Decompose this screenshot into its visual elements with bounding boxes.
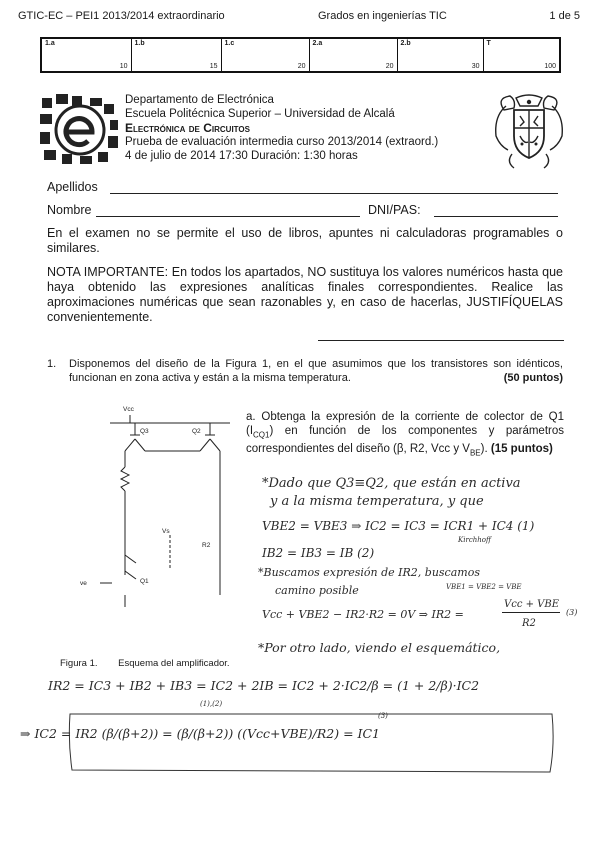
- label-vs: Vs: [162, 528, 170, 535]
- subject-name: Electrónica de Circuitos: [125, 121, 250, 135]
- handwritten-line: camino posible: [275, 584, 359, 597]
- course-code: GTIC-EC – PEI1 2013/2014 extraordinario: [18, 10, 225, 22]
- university-crest: [492, 92, 566, 170]
- separator-line: [318, 340, 564, 341]
- page-number: 1 de 5: [549, 10, 580, 22]
- handwritten-note: Kirchhoff: [458, 536, 491, 544]
- materials-note: En el examen no se permite el uso de libros, apuntes ni calculadoras programables o similares.: [47, 226, 563, 255]
- handwritten-tag: (1),(2): [200, 700, 223, 708]
- name-label: Nombre: [47, 203, 92, 217]
- handwritten-fraction-den: R2: [522, 618, 536, 629]
- score-cell: 2.a 20: [309, 38, 397, 72]
- figure-caption: [60, 658, 248, 669]
- degree-name: Grados en ingenierías TIC: [318, 10, 447, 22]
- exam-name: Prueba de evaluación intermedia curso 2013/2014 (extraord.): [125, 136, 439, 148]
- score-table: [40, 37, 561, 73]
- question-points: (50 puntos): [503, 372, 563, 384]
- amplifier-schematic: [70, 395, 250, 610]
- handwritten-tag: (3): [378, 712, 388, 720]
- handwritten-line: *Buscamos expresión de IR2, buscamos: [258, 566, 480, 579]
- institution-block: [125, 93, 438, 163]
- label-q3: Q3: [140, 428, 149, 435]
- score-cell: 1.b 15: [131, 38, 221, 72]
- id-field[interactable]: [434, 216, 558, 217]
- department-name: Departamento de Electrónica: [125, 94, 274, 106]
- handwritten-line: y a la misma temperatura, y que: [270, 494, 484, 509]
- label-r2: R2: [202, 542, 211, 549]
- handwritten-line: IB2 = IB3 = IB (2): [262, 546, 375, 560]
- handwritten-line: *Dado que Q3≡Q2, que están en activa: [262, 476, 521, 491]
- handwritten-line: VBE2 = VBE3 ⇒ IC2 = IC3 = ICR1 + IC4 (1): [262, 519, 535, 533]
- label-q2: Q2: [192, 428, 201, 435]
- surname-field[interactable]: [110, 193, 558, 194]
- label-ve: ve: [80, 580, 87, 587]
- score-cell: 2.b 30: [397, 38, 483, 72]
- exam-date-time: 4 de julio de 2014 17:30 Duración: 1:30 horas: [125, 150, 358, 162]
- figure-title: Esquema del amplificador.: [118, 658, 230, 669]
- id-label: DNI/PAS:: [368, 203, 421, 217]
- handwritten-tag: (3): [566, 608, 578, 617]
- question-text: Disponemos del diseño de la Figura 1, en el que asumimos que los transistores son idénticos, funcionan en zona activa y están a la misma temperatura.: [69, 358, 563, 384]
- handwritten-note: VBE1 = VBE2 = VBE: [446, 583, 522, 591]
- handwritten-result: ⇒ IC2 = IR2 (β/(β+2)) = (β/(β+2)) ((Vcc+VBE)/R2) = IC1: [20, 726, 380, 741]
- score-cell: 1.c 20: [221, 38, 309, 72]
- question-number: 1.: [47, 358, 57, 370]
- handwritten-line: IR2 = IC3 + IB2 + IB3 = IC2 + 2IB = IC2 + 2·IC2/β = (1 + 2/β)·IC2: [48, 678, 480, 693]
- label-vcc: Vcc: [123, 406, 134, 413]
- label-q1: Q1: [140, 578, 149, 585]
- page-header: [18, 10, 580, 26]
- handwritten-line: *Por otro lado, viendo el esquemático,: [258, 640, 501, 655]
- name-field[interactable]: [96, 216, 360, 217]
- handwritten-fraction-num: Vcc + VBE: [504, 599, 560, 610]
- surname-label: Apellidos: [47, 180, 98, 194]
- question-1a-points: (15 puntos): [490, 443, 553, 456]
- important-note: NOTA IMPORTANTE: En todos los apartados, NO sustituya los valores numéricos hasta que haya obtenido las expresiones analíticas finales correspondientes. Realice las aproximaciones numéricas que sean razonables y, en caso de hacerlas, JUSTIFÍQUELAS convenientemente.: [47, 265, 563, 324]
- score-cell-total: T 100: [483, 38, 560, 72]
- school-name: Escuela Politécnica Superior – Universidad de Alcalá: [125, 108, 395, 120]
- fraction-bar: [502, 612, 560, 613]
- figure-number: Figura 1.: [60, 658, 98, 669]
- question-1a: a. Obtenga la expresión de la corriente de colector de Q1 $(I_{CQ1})$ en función de los componentes y parámetros correspondientes del diseño (β, R2, Vcc y $V_{BE}$). (15 puntos): [246, 411, 564, 458]
- handwritten-line: Vcc + VBE2 − IR2·R2 = 0V ⇒ IR2 =: [262, 608, 464, 621]
- score-cell: 1.a 10: [41, 38, 131, 72]
- department-logo: [40, 92, 120, 166]
